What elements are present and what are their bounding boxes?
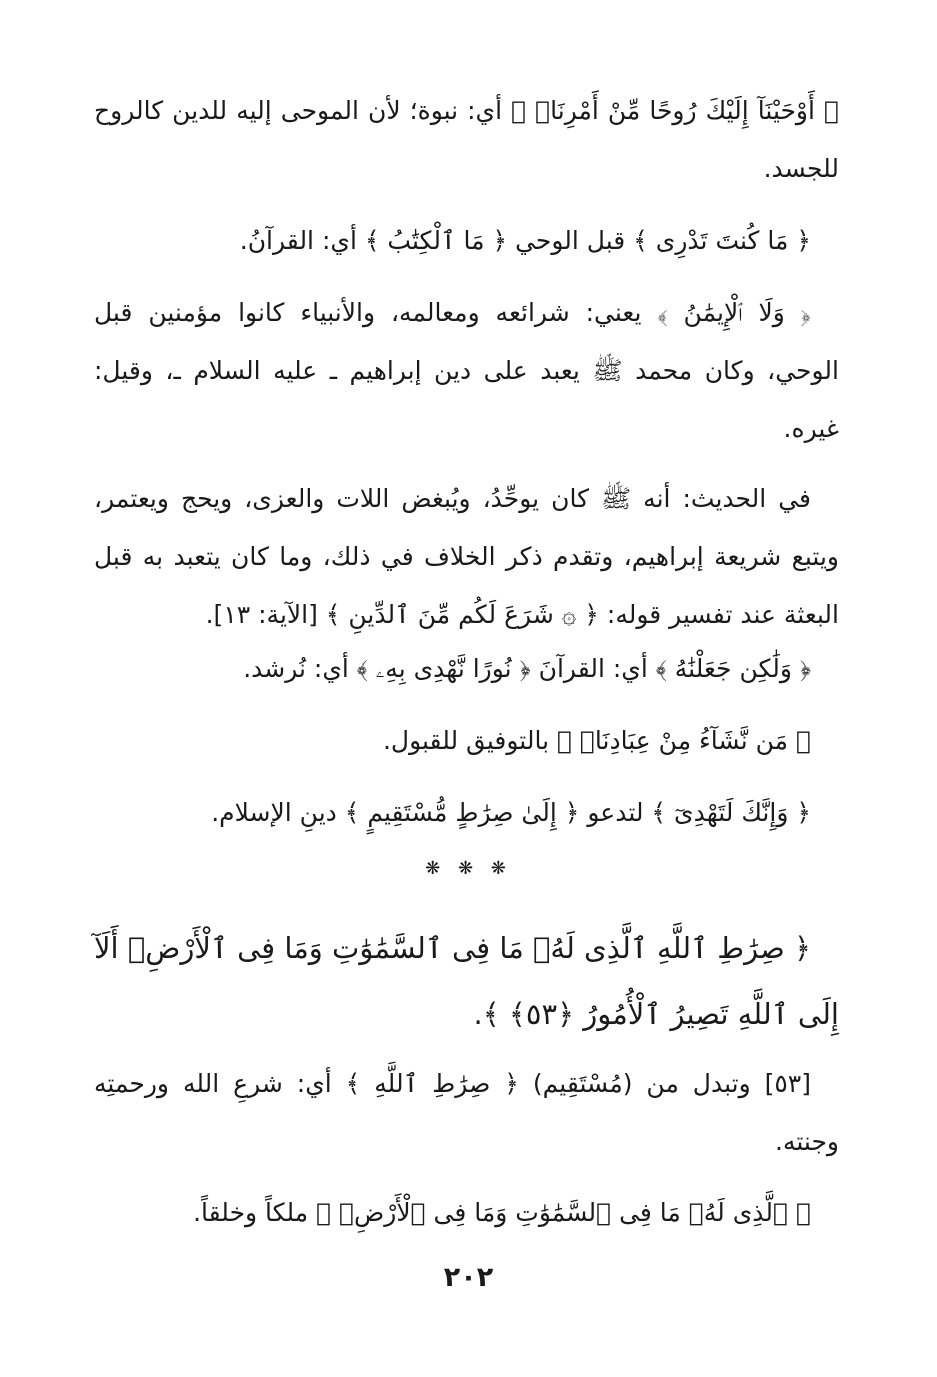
page-number: ٢٠٢ <box>443 1262 494 1293</box>
paragraph-heavens-earth: ﴿ ٱلَّذِى لَهُۥ مَا فِى ٱلسَّمَٰوَٰتِ وَمَا فِى ٱلْأَرْضِۗ ﴾ ملكاً وخلقاً. <box>193 1198 811 1227</box>
paragraph-whom-we-will: ﴿ مَن نَّشَآءُ مِنْ عِبَادِنَاۚ ﴾ بالتوفيق للقبول. <box>382 726 811 755</box>
paragraph-nor-faith: ﴿ وَلَا ٱلْإِيمَٰنُ ﴾ يعني: شرائعه ومعالمه، والأنبياء كانوا مؤمنين قبل الوحي، وكان محمد ﷺ يعبد على دين إبراهيم ـ عليه السلام ـ، وقيل: غيره. <box>94 298 839 443</box>
paragraph-revelation-spirit: ﴿ أَوْحَيْنَآ إِلَيْكَ رُوحًا مِّنْ أَمْرِنَاۚ ﴾ أي: نبوة؛ لأن الموحى إليه للدين كالروح للجسد. <box>94 96 839 183</box>
verse-53: ﴿ صِرَٰطِ ٱللَّهِ ٱلَّذِى لَهُۥ مَا فِى ٱلسَّمَٰوَٰتِ وَمَا فِى ٱلْأَرْضِۗ أَلَآ إِلَى ٱللَّهِ تَصِيرُ ٱلْأُمُورُ ﴿٥٣﴾ ﴾. <box>94 931 839 1031</box>
paragraph-hadith: في الحديث: أنه ﷺ كان يوحِّدُ، ويُبغض اللات والعزى، ويحج ويعتمر، ويتبع شريعة إبراهيم، وتقدم ذكر الخلاف في ذلك، وما كان يتعبد به قبل البعثة عند تفسير قوله: ﴿ ۞ شَرَعَ لَكُم مِّنَ ٱلدِّينِ ﴾ [الآية: ١٣]. <box>94 484 839 629</box>
paragraph-you-guide: ﴿ وَإِنَّكَ لَتَهْدِىٓ ﴾ لتدعو ﴿ إِلَىٰ صِرَٰطٍ مُّسْتَقِيمٍ ﴾ دينِ الإسلام. <box>211 798 811 827</box>
paragraph-did-not-know-book: ﴿ مَا كُنتَ تَدْرِى ﴾ قبل الوحي ﴿ مَا ٱلْكِتَٰبُ ﴾ أي: القرآنُ. <box>239 226 811 255</box>
paragraph-made-it-light: ﴿ وَلَٰكِن جَعَلْنَٰهُ ﴾ أي: القرآنَ ﴿ نُورًا نَّهْدِى بِهِۦ ﴾ أي: نُرشد. <box>243 654 811 683</box>
section-separator: ❋ ❋ ❋ <box>425 858 512 879</box>
commentary-53: [٥٣] وتبدل من (مُسْتَقِيم) ﴿ صِرَٰطِ ٱللَّهِ ﴾ أي: شرعِ الله ورحمتِه وجنته. <box>94 1069 839 1156</box>
